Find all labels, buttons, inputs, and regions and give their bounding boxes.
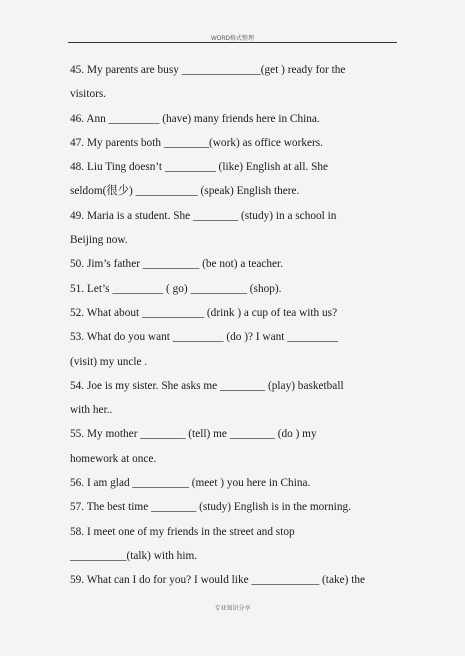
text-line: 51. Let’s _________ ( go) __________ (shop). xyxy=(70,282,282,295)
text-line: 58. I meet one of my friends in the street and stop xyxy=(70,525,295,538)
text-line: 53. What do you want _________ (do )? I want _________ xyxy=(70,331,339,344)
text-line: 45. My parents are busy ______________(get ) ready for the xyxy=(70,64,346,76)
page-header: WORD格式整理 xyxy=(211,36,254,42)
text-line: 48. Liu Ting doesn’t _________ (like) English at all. She xyxy=(70,161,329,174)
page-footer: 专业知识分享 xyxy=(214,606,251,612)
text-line: (visit) my uncle . xyxy=(70,355,148,368)
text-line: 49. Maria is a student. She ________ (study) in a school in xyxy=(70,209,337,222)
text-line: 54. Joe is my sister. She asks me ________ (play) basketball xyxy=(70,379,344,392)
text-line: __________(talk) with him. xyxy=(70,549,198,562)
text-line: Beijing now. xyxy=(70,234,128,247)
text-line: 47. My parents both ________(work) as office workers. xyxy=(70,136,323,149)
text-line: with her.. xyxy=(70,404,113,417)
text-line: 55. My mother ________ (tell) me ________ (do ) my xyxy=(70,428,317,441)
text-line: seldom(很少) ___________ (speak) English there. xyxy=(70,185,300,198)
text-line: 57. The best time ________ (study) English is in the morning. xyxy=(70,501,351,514)
text-line: 46. Ann _________ (have) many friends here in China. xyxy=(70,112,320,125)
text-line: visitors. xyxy=(70,88,107,101)
header-rule xyxy=(68,42,397,43)
exercise-list xyxy=(70,58,400,593)
text-line: homework at once. xyxy=(70,452,157,465)
text-line: 52. What about ___________ (drink ) a cup of tea with us? xyxy=(70,306,338,319)
text-line: 50. Jim’s father __________ (be not) a teacher. xyxy=(70,258,284,271)
text-line: 56. I am glad __________ (meet ) you here in China. xyxy=(70,477,311,490)
text-line: 59. What can I do for you? I would like ____________ (take) the xyxy=(70,574,366,587)
